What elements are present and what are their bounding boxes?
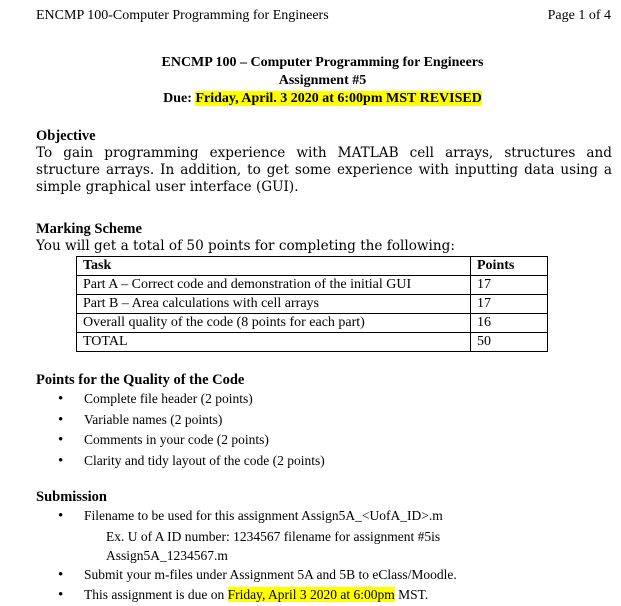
due-prefix: This assignment is due on (84, 587, 228, 602)
submission-heading: Submission (36, 489, 107, 505)
due-date-highlight: Friday, April. 3 2020 at 6:00pm MST REVISED (195, 91, 482, 106)
points-cell: 17 (471, 295, 548, 314)
points-cell: 17 (471, 276, 548, 295)
due-date-highlight: Friday, April 3 2020 at 6:00pm (227, 587, 395, 602)
header-course-title: ENCMP 100-Computer Programming for Engineers (36, 8, 329, 23)
table-row (77, 276, 548, 295)
due-date-line (0, 90, 621, 108)
course-title: ENCMP 100 – Computer Programming for Engineers (161, 55, 484, 70)
marking-scheme-heading: Marking Scheme (36, 221, 142, 237)
list-item: • Clarity and tidy layout of the code (2 points) (36, 451, 612, 472)
column-header-task: Task (77, 257, 471, 276)
quality-list (36, 389, 612, 471)
submission-list (36, 506, 612, 527)
table-header-row (77, 257, 548, 276)
quality-points-section (36, 372, 612, 471)
list-item (36, 585, 612, 606)
list-item: • Submit your m-files under Assignment 5A and 5B to eClass/Moodle. (36, 565, 612, 586)
list-item: • Complete file header (2 points) (36, 389, 612, 410)
filename-example-line: Ex. U of A ID number: 1234567 filename for assignment #5is (106, 528, 441, 544)
list-item: • Variable names (2 points) (36, 410, 612, 431)
quality-heading: Points for the Quality of the Code (36, 372, 245, 388)
table-row (77, 333, 548, 352)
due-suffix: MST. (394, 587, 429, 602)
list-item: • Comments in your code (2 points) (36, 430, 612, 451)
task-cell: TOTAL (77, 333, 471, 352)
page-number: Page 1 of 4 (547, 8, 611, 23)
task-cell: Part B – Area calculations with cell arrays (77, 295, 471, 314)
due-label: Due: (163, 91, 196, 106)
table-row (77, 295, 548, 314)
submission-section (36, 489, 612, 606)
assignment-title: Assignment #5 (278, 73, 367, 88)
submission-list-continued (36, 565, 612, 606)
points-cell: 50 (471, 333, 548, 352)
marking-scheme-section (36, 221, 612, 255)
points-cell: 16 (471, 314, 548, 333)
marking-scheme-intro: You will get a total of 50 points for completing the following: (36, 238, 455, 254)
document-title-block (0, 54, 621, 108)
objective-text: To gain programming experience with MATLAB cell arrays, structures and structure arrays. In addition, to get some experience with inputting data using a simple graphical user interface (GUI). (36, 145, 612, 195)
marking-scheme-table (76, 256, 548, 352)
list-item: • Filename to be used for this assignment Assign5A_<UofA_ID>.m (36, 506, 612, 527)
task-cell: Part A – Correct code and demonstration of the initial GUI (77, 276, 471, 295)
column-header-points: Points (471, 257, 548, 276)
objective-heading: Objective (36, 128, 96, 144)
objective-section (36, 128, 612, 196)
table-row (77, 314, 548, 333)
filename-example-value: Assign5A_1234567.m (106, 547, 228, 563)
task-cell: Overall quality of the code (8 points for each part) (77, 314, 471, 333)
